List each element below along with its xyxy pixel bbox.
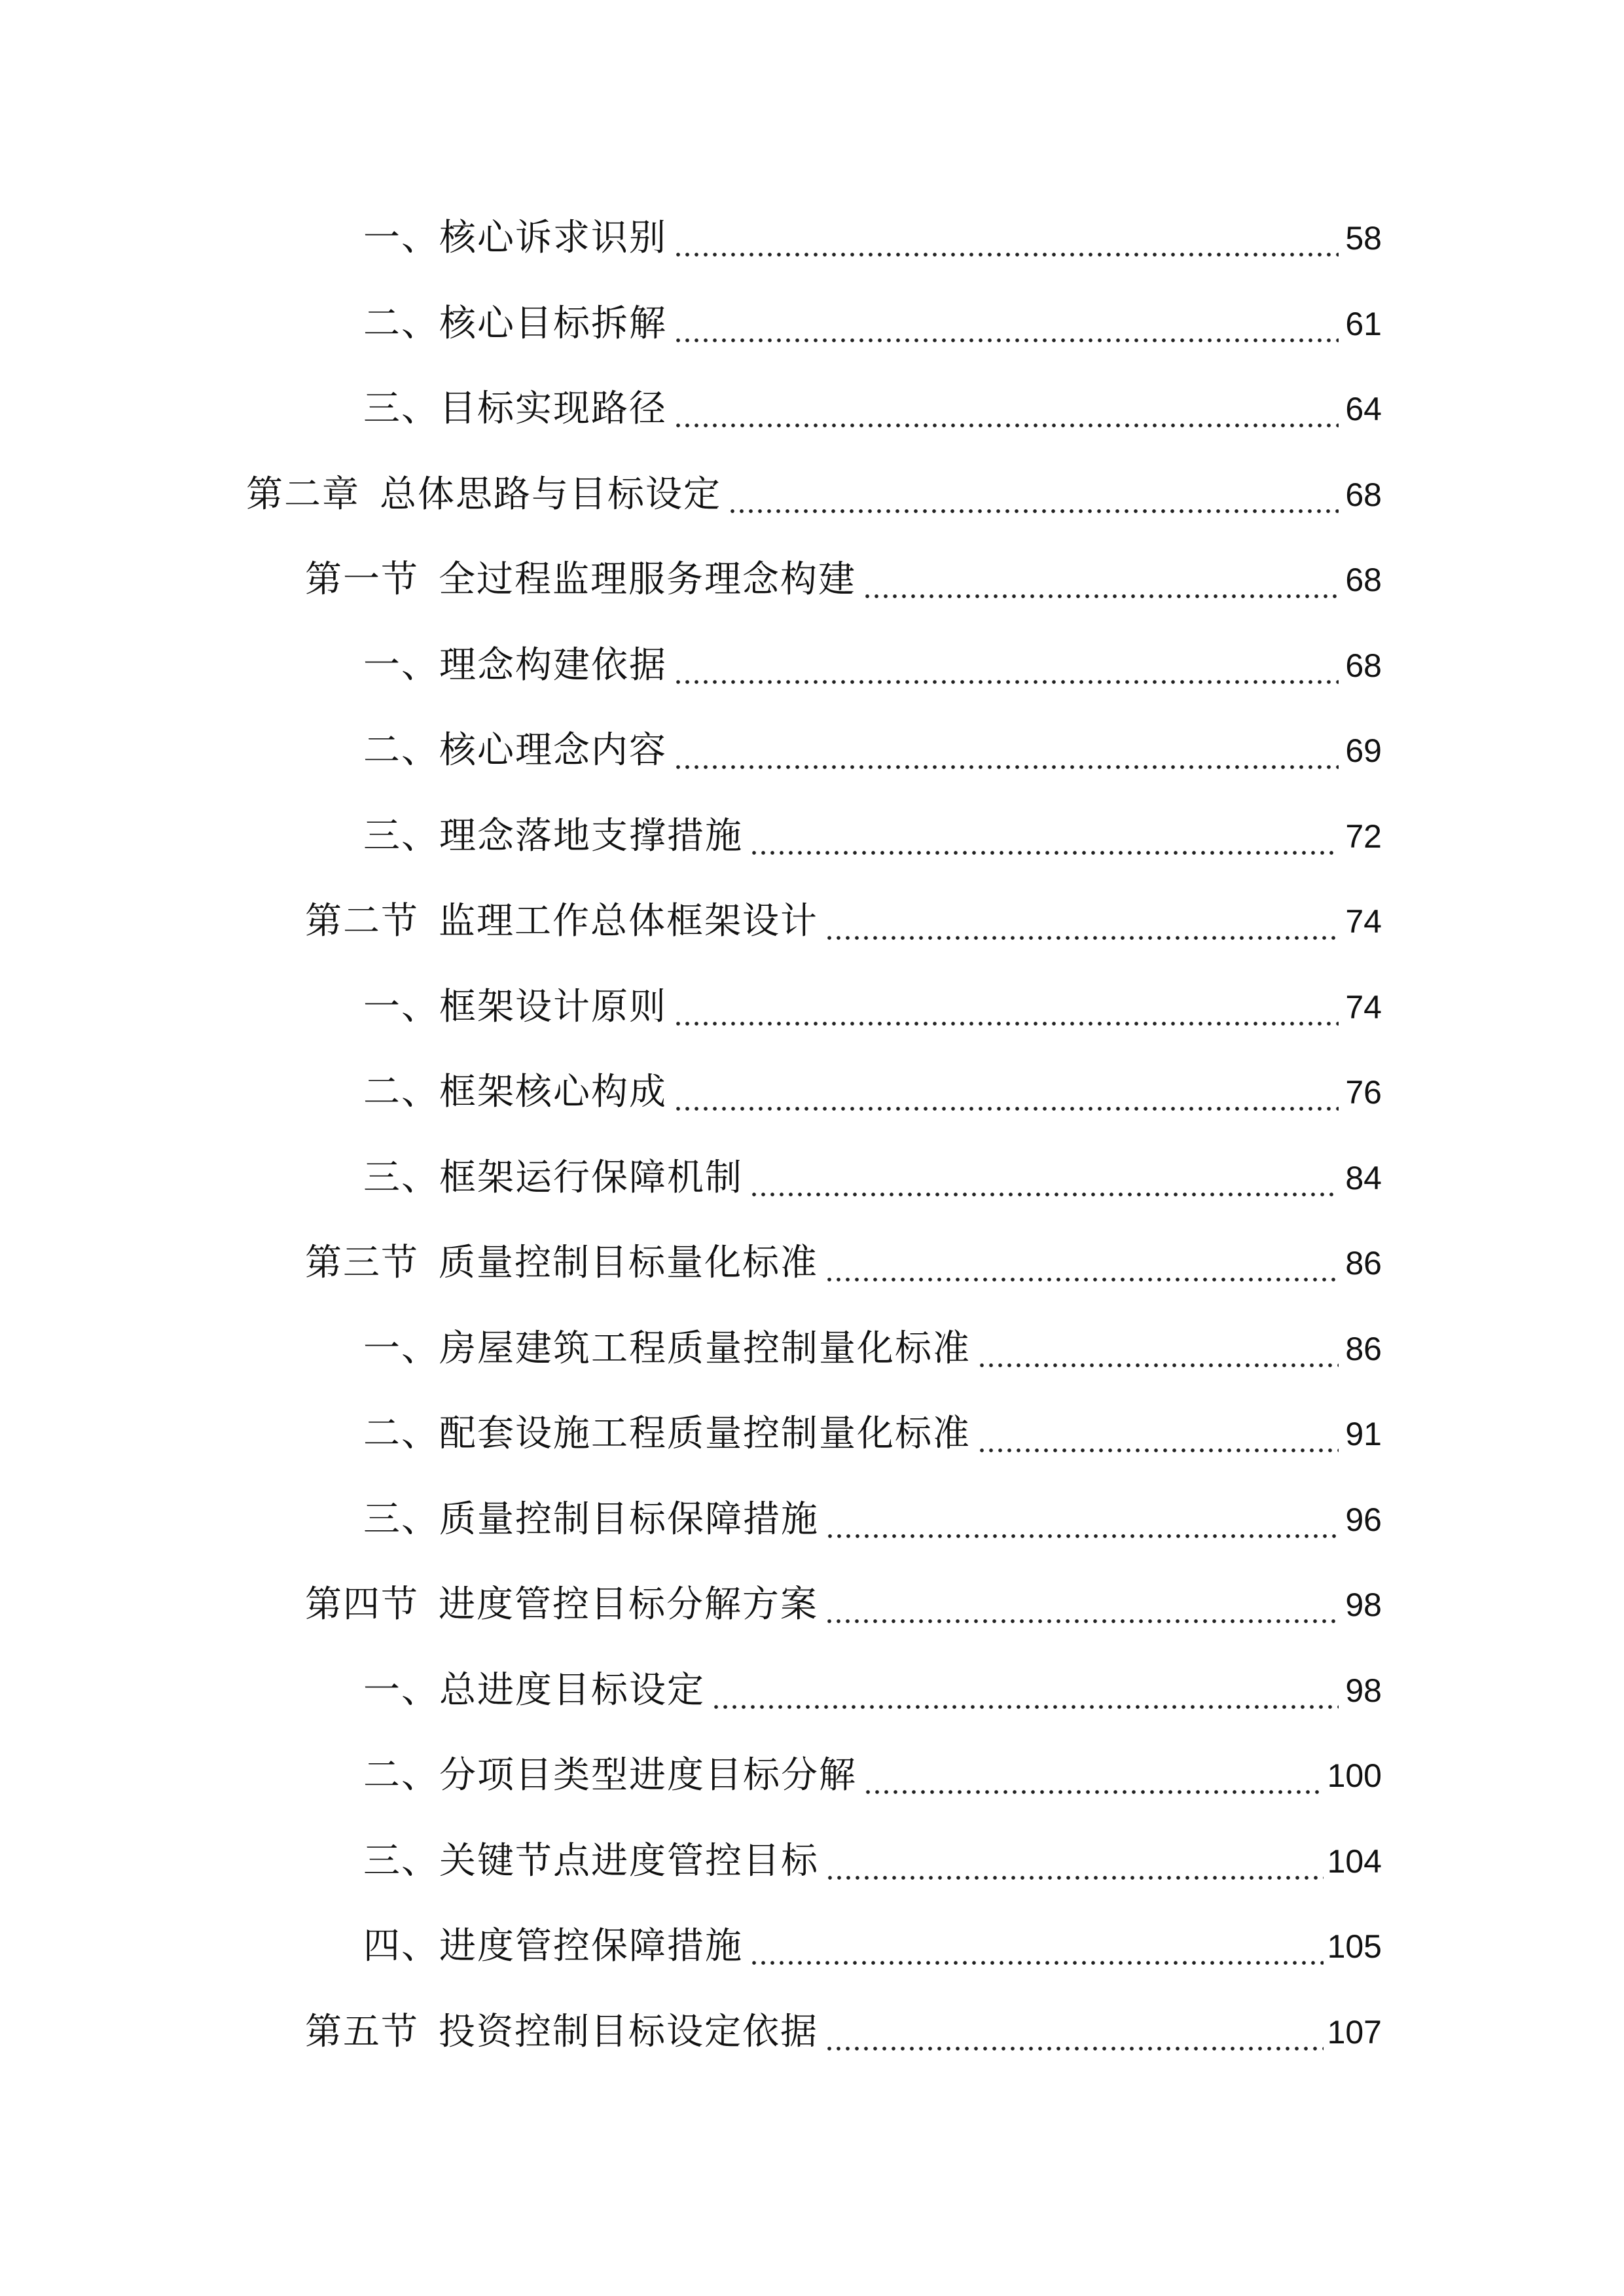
toc-entry-number: 第二节 <box>305 900 419 942</box>
toc-entry-title: 房屋建筑工程质量控制量化标准 <box>439 1327 971 1370</box>
toc-entry[interactable] <box>363 1664 1382 1717</box>
toc-entry-label <box>363 981 667 1033</box>
toc-page-number: 68 <box>1345 476 1382 513</box>
toc-entry-number: 二、 <box>363 1754 439 1797</box>
toc-entry-title: 框架设计原则 <box>439 986 667 1028</box>
toc-dot-leader <box>749 810 1339 863</box>
toc-entry-label <box>363 298 667 350</box>
toc-entry-title: 关键节点进度管控目标 <box>439 1840 819 1882</box>
toc-entry-label <box>363 1152 743 1204</box>
toc-dot-leader <box>863 554 1339 606</box>
toc-page-number: 107 <box>1327 2014 1382 2051</box>
toc-dot-leader <box>825 1579 1339 1631</box>
toc-entry[interactable] <box>305 2006 1382 2058</box>
toc-page-number: 98 <box>1345 1672 1382 1709</box>
toc-page-number: 104 <box>1327 1843 1382 1880</box>
toc-entry-number: 三、 <box>363 815 439 857</box>
toc-entry-label <box>305 1237 818 1289</box>
toc-page-number: 74 <box>1345 989 1382 1026</box>
toc-dot-leader <box>863 1749 1324 1802</box>
toc-entry-label <box>305 1579 818 1631</box>
toc-entry[interactable] <box>305 1579 1382 1631</box>
toc-entry-label <box>363 1494 819 1546</box>
toc-entry-label <box>363 212 667 264</box>
toc-entry-title: 质量控制目标量化标准 <box>439 1242 818 1284</box>
toc-entry-title: 总进度目标设定 <box>439 1669 705 1712</box>
toc-entry[interactable] <box>305 895 1382 948</box>
toc-page-number: 105 <box>1327 1928 1382 1965</box>
toc-dot-leader <box>674 212 1339 264</box>
toc-dot-leader <box>674 298 1339 350</box>
toc-entry-title: 进度管控保障措施 <box>439 1925 743 1967</box>
toc-entry-label <box>363 1408 971 1460</box>
toc-dot-leader <box>825 1237 1339 1289</box>
toc-entry[interactable] <box>305 1237 1382 1289</box>
toc-page-number: 84 <box>1345 1160 1382 1196</box>
toc-entry-title: 核心目标拆解 <box>439 302 667 345</box>
toc-entry-number: 三、 <box>363 1157 439 1199</box>
toc-page-number: 68 <box>1345 562 1382 598</box>
toc-entry-label <box>363 639 667 692</box>
toc-entry-number: 二、 <box>363 1071 439 1113</box>
toc-page-number: 98 <box>1345 1587 1382 1623</box>
toc-dot-leader <box>712 1664 1339 1717</box>
toc-page-number: 68 <box>1345 647 1382 684</box>
toc-entry-number: 二、 <box>363 1412 439 1455</box>
toc-page-number: 58 <box>1345 220 1382 257</box>
toc-entry-number: 一、 <box>363 644 439 687</box>
toc-entry[interactable] <box>363 1323 1382 1375</box>
toc-entry-number: 第二章 <box>246 473 360 516</box>
toc-entry-title: 进度管控目标分解方案 <box>439 1583 818 1626</box>
toc-page-number: 64 <box>1345 391 1382 427</box>
toc-entry[interactable] <box>363 1920 1382 1973</box>
toc-entry-title: 监理工作总体框架设计 <box>439 900 818 942</box>
toc-entry[interactable] <box>363 810 1382 863</box>
toc-entry-label <box>363 1749 857 1802</box>
toc-entry-title: 配套设施工程质量控制量化标准 <box>439 1412 971 1455</box>
toc-entry[interactable] <box>363 639 1382 692</box>
toc-entry-number: 第一节 <box>305 558 419 601</box>
toc-entry-number: 一、 <box>363 1669 439 1712</box>
toc-page-number: 72 <box>1345 818 1382 855</box>
toc-entry-number: 三、 <box>363 1840 439 1882</box>
toc-entry-title: 总体思路与目标设定 <box>380 473 721 516</box>
toc-page-number: 61 <box>1345 306 1382 342</box>
toc-page-number: 86 <box>1345 1245 1382 1282</box>
toc-entry-label <box>246 469 721 521</box>
toc-entry-title: 分项目类型进度目标分解 <box>439 1754 857 1797</box>
toc-entry[interactable] <box>246 469 1382 521</box>
toc-dot-leader <box>749 1920 1324 1973</box>
toc-entry-number: 二、 <box>363 729 439 772</box>
toc-entry-title: 质量控制目标保障措施 <box>439 1498 819 1541</box>
toc-entry-label <box>305 895 818 948</box>
toc-page-number: 86 <box>1345 1331 1382 1367</box>
toc-entry-label <box>363 1323 971 1375</box>
toc-entry-number: 一、 <box>363 986 439 1028</box>
toc-dot-leader <box>825 1835 1324 1888</box>
toc-dot-leader <box>825 2006 1324 2058</box>
toc-dot-leader <box>977 1408 1339 1460</box>
toc-entry-number: 三、 <box>363 1498 439 1541</box>
toc-entry[interactable] <box>363 1408 1382 1460</box>
toc-entry[interactable] <box>363 981 1382 1033</box>
toc-page-number: 76 <box>1345 1074 1382 1111</box>
toc-entry-number: 三、 <box>363 387 439 430</box>
toc-dot-leader <box>674 383 1339 435</box>
toc-dot-leader <box>749 1152 1339 1204</box>
toc-entry-number: 第四节 <box>305 1583 419 1626</box>
toc-entry[interactable] <box>363 383 1382 435</box>
toc-entry-number: 四、 <box>363 1925 439 1967</box>
toc-entry-number: 第三节 <box>305 1242 419 1284</box>
toc-entry-label <box>363 810 743 863</box>
toc-entry[interactable] <box>363 1835 1382 1888</box>
toc-dot-leader <box>674 981 1339 1033</box>
toc-dot-leader <box>674 639 1339 692</box>
toc-entry[interactable] <box>363 725 1382 777</box>
toc-entry-label <box>363 1920 743 1973</box>
toc-entry-label <box>363 725 667 777</box>
toc-page-number: 74 <box>1345 903 1382 940</box>
toc-entry-label <box>363 383 667 435</box>
toc-entry[interactable] <box>305 554 1382 606</box>
toc-entry-label <box>305 2006 818 2058</box>
toc-entry-number: 二、 <box>363 302 439 345</box>
toc-entry-number: 一、 <box>363 217 439 259</box>
toc-entry-title: 理念构建依据 <box>439 644 667 687</box>
toc-entry-title: 框架运行保障机制 <box>439 1157 743 1199</box>
toc-dot-leader <box>674 1066 1339 1119</box>
toc-entry-title: 理念落地支撑措施 <box>439 815 743 857</box>
toc-entry-title: 框架核心构成 <box>439 1071 667 1113</box>
toc-entry-label <box>363 1664 705 1717</box>
toc-entry-number: 第五节 <box>305 2011 419 2053</box>
toc-entry[interactable] <box>363 1749 1382 1802</box>
toc-entry[interactable] <box>363 298 1382 350</box>
toc-entry-label <box>305 554 856 606</box>
toc-entry-title: 全过程监理服务理念构建 <box>439 558 856 601</box>
toc-entry-label <box>363 1835 819 1888</box>
toc-entry-label <box>363 1066 667 1119</box>
toc-dot-leader <box>728 469 1339 521</box>
toc-entry[interactable] <box>363 1494 1382 1546</box>
toc-dot-leader <box>674 725 1339 777</box>
toc-entry-title: 核心理念内容 <box>439 729 667 772</box>
toc-dot-leader <box>825 895 1339 948</box>
toc-entry-title: 核心诉求识别 <box>439 217 667 259</box>
toc-entry[interactable] <box>363 1066 1382 1119</box>
toc-dot-leader <box>977 1323 1339 1375</box>
toc-page-number: 91 <box>1345 1416 1382 1452</box>
toc-entry-title: 目标实现路径 <box>439 387 667 430</box>
toc-entry[interactable] <box>363 1152 1382 1204</box>
toc-entry[interactable] <box>363 212 1382 264</box>
toc-dot-leader <box>825 1494 1339 1546</box>
toc-page-number: 100 <box>1327 1757 1382 1794</box>
toc-entry-title: 投资控制目标设定依据 <box>439 2011 818 2053</box>
toc-page-number: 69 <box>1345 732 1382 769</box>
toc-page-number: 96 <box>1345 1501 1382 1538</box>
toc-entry-number: 一、 <box>363 1327 439 1370</box>
